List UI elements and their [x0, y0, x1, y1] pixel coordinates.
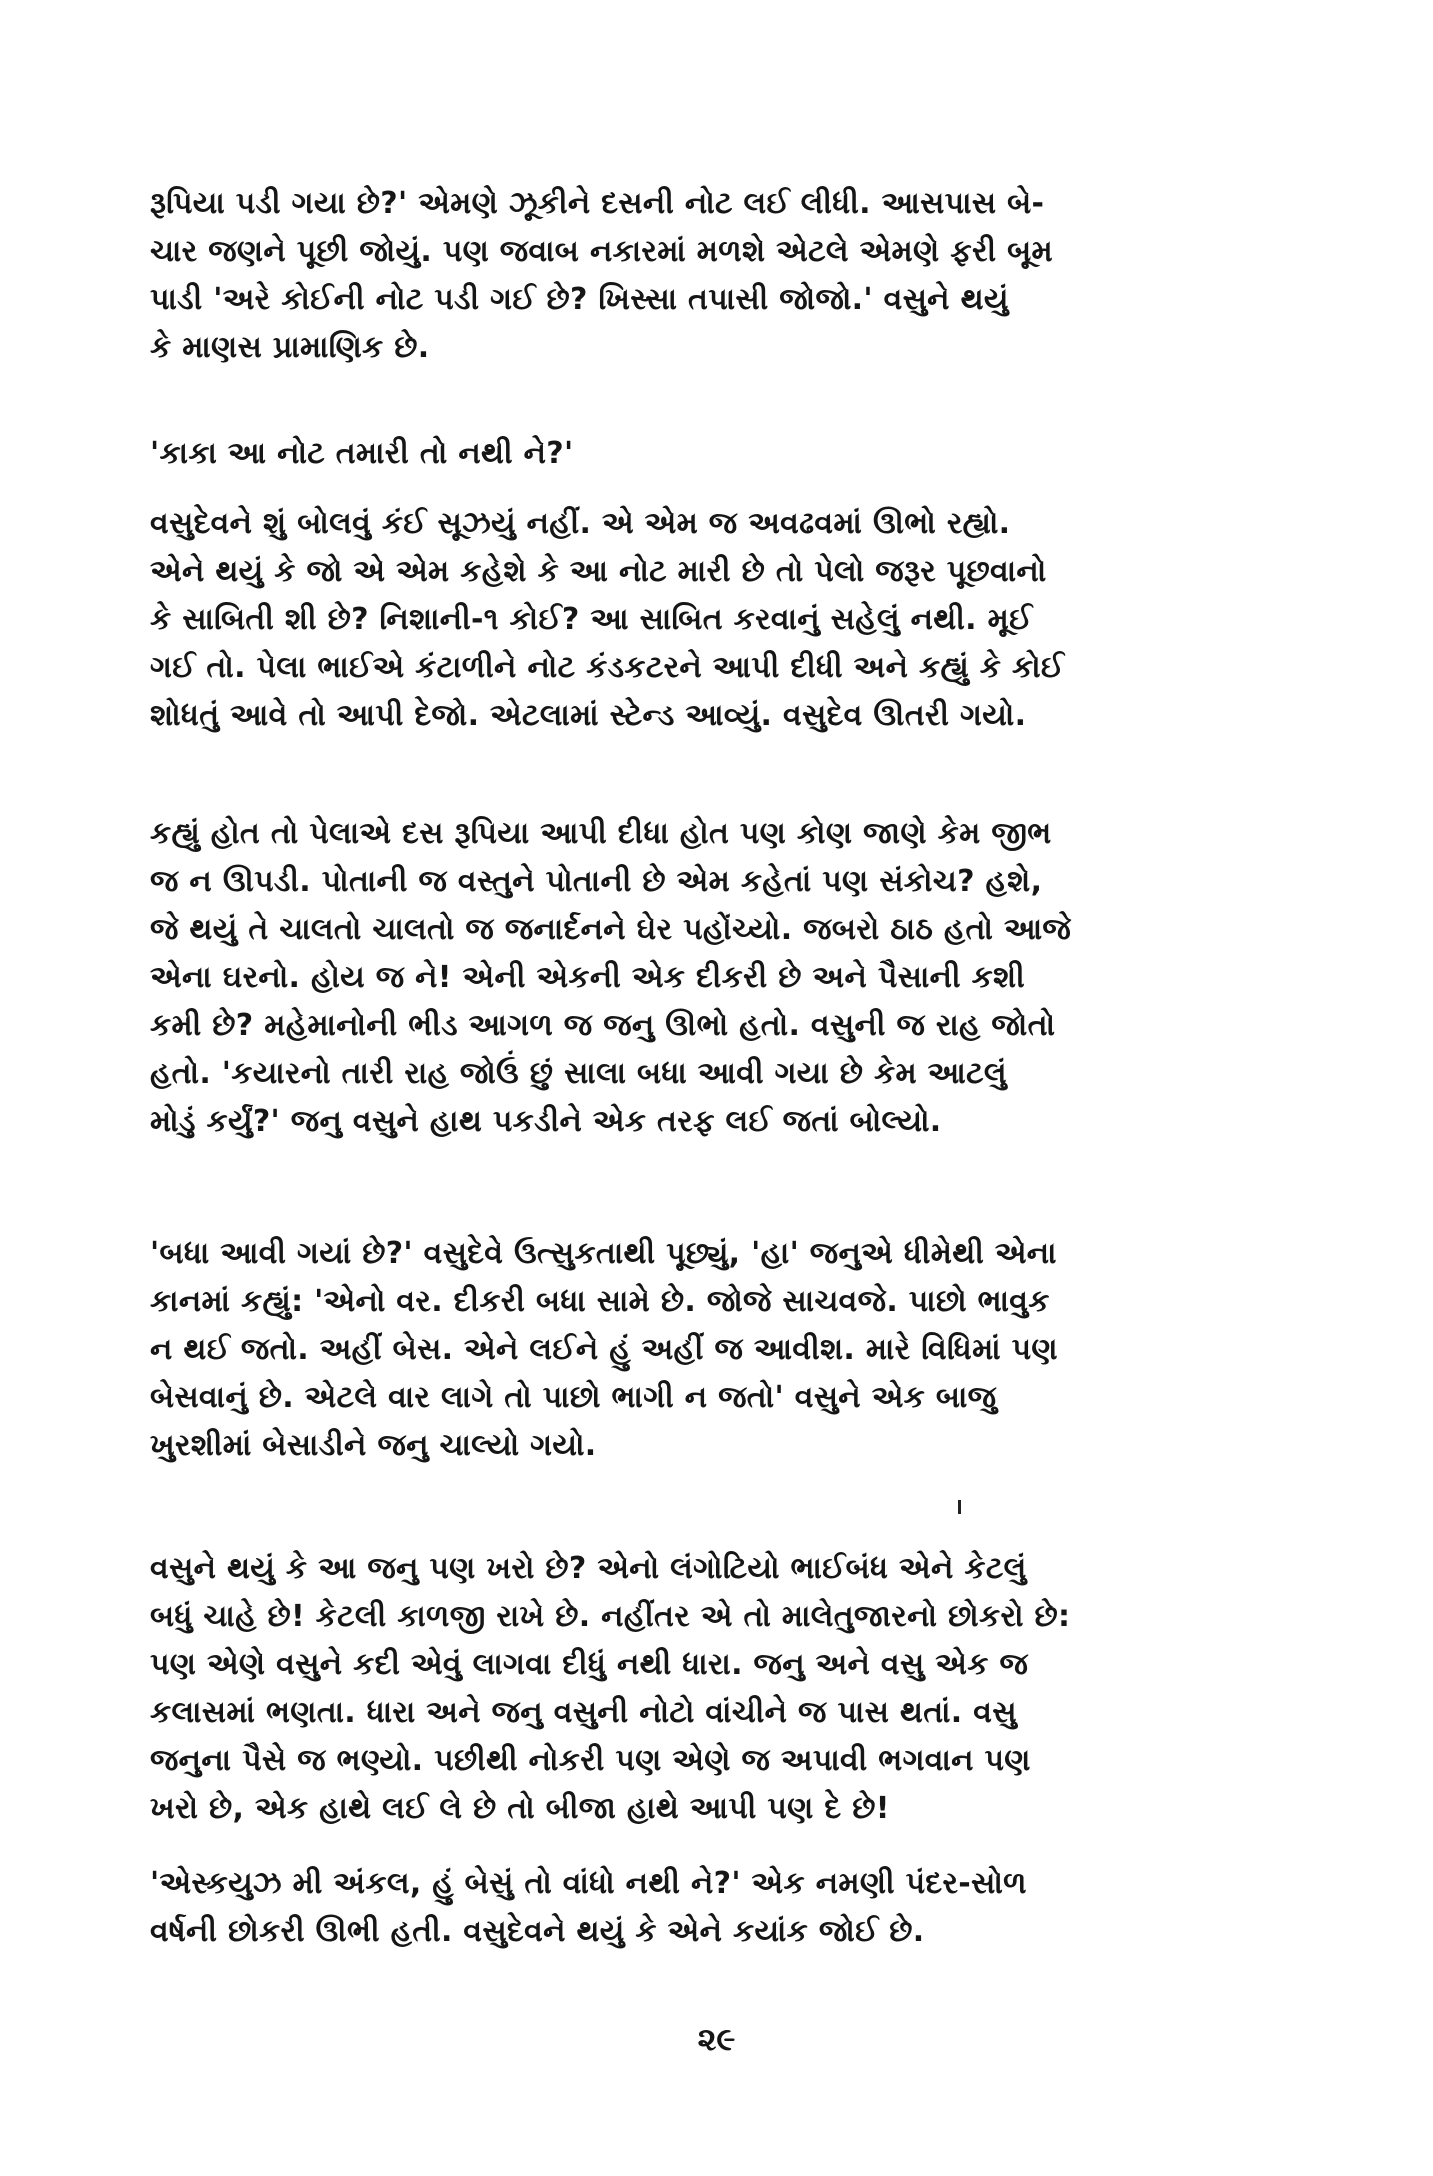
- text-line: કલાસમાં ભણતા. ધારા અને જનુ વસુની નોટો વાંચીને જ પાસ થતાં. વસુ: [150, 1695, 1017, 1730]
- text-line: એના ઘરનો. હોય જ ને! એની એકની એક દીકરી છે અને પૈસાની કશી: [150, 960, 1026, 995]
- text-line: વર્ષની છોકરી ઊભી હતી. વસુદેવને થયું કે એને કયાંક જોઈ છે.: [150, 1914, 925, 1949]
- text-line: મોડું કર્યું?' જનુ વસુને હાથ પકડીને એક તરફ લઈ જતાં બોલ્યો.: [150, 1104, 942, 1139]
- text-line: 'બધા આવી ગયાં છે?' વસુદેવે ઉત્સુકતાથી પૂછ્યું, 'હા' જનુએ ધીમેથી એના: [150, 1236, 1057, 1271]
- paragraph-5: [150, 1230, 1058, 1470]
- paragraph-7: [150, 1860, 1027, 1956]
- text-line: વસુદેવને શું બોલવું કંઈ સૂઝયું નહીં. એ એમ જ અવઢવમાં ઊભો રહ્યો.: [150, 506, 1011, 541]
- text-line: બધું ચાહે છે! કેટલી કાળજી રાખે છે. નહીંતર એ તો માલેતુજારનો છોકરો છે:: [150, 1599, 1071, 1634]
- paragraph-6: [150, 1545, 1070, 1833]
- text-line: કાનમાં કહ્યું: 'એનો વર. દીકરી બધા સામે છે. જોજે સાચવજે. પાછો ભાવુક: [150, 1284, 1050, 1319]
- paragraph-2: [150, 430, 573, 478]
- text-line: વસુને થયું કે આ જનુ પણ ખરો છે? એનો લંગોટિયો ભાઈબંધ એને કેટલું: [150, 1551, 1027, 1586]
- text-line: કે માણસ પ્રામાણિક છે.: [150, 330, 430, 365]
- text-line: કે સાબિતી શી છે? નિશાની-૧ કોઈ? આ સાબિત કરવાનું સહેલું નથી. મૂઈ: [150, 602, 1033, 637]
- text-line: 'એસ્કયુઝ મી અંકલ, હું બેસું તો વાંધો નથી ને?' એક નમણી પંદર-સોળ: [150, 1866, 1027, 1901]
- text-line: 'કાકા આ નોટ તમારી તો નથી ને?': [150, 436, 574, 471]
- paragraph-1: [150, 180, 1053, 372]
- text-line: જ ન ઊપડી. પોતાની જ વસ્તુને પોતાની છે એમ કહેતાં પણ સંકોચ? હશે,: [150, 864, 1043, 899]
- text-line: જનુના પૈસે જ ભણ્યો. પછીથી નોકરી પણ એણે જ અપાવી ભગવાન પણ: [150, 1743, 1031, 1778]
- text-line: હતો. 'કયારનો તારી રાહ જોઉં છું સાલા બધા આવી ગયા છે કેમ આટલું: [150, 1056, 1007, 1091]
- text-line: બેસવાનું છે. એટલે વાર લાગે તો પાછો ભાગી ન જતો' વસુને એક બાજુ: [150, 1380, 997, 1415]
- text-line: શોધતું આવે તો આપી દેજો. એટલામાં સ્ટેન્ડ આવ્યું. વસુદેવ ઊતરી ગયો.: [150, 698, 1027, 733]
- text-line: પણ એણે વસુને કદી એવું લાગવા દીધું નથી ધારા. જનુ અને વસુ એક જ: [150, 1647, 1029, 1682]
- text-line: કહ્યું હોત તો પેલાએ દસ રૂપિયા આપી દીધા હોત પણ કોણ જાણે કેમ જીભ: [150, 816, 1052, 851]
- print-speck: [958, 1500, 961, 1514]
- text-line: રૂપિયા પડી ગયા છે?' એમણે ઝૂકીને દસની નોટ લઈ લીધી. આસપાસ બે-: [150, 186, 1045, 221]
- paragraph-4: [150, 810, 1071, 1146]
- text-line: કમી છે? મહેમાનોની ભીડ આગળ જ જનુ ઊભો હતો. વસુની જ રાહ જોતો: [150, 1008, 1056, 1043]
- page-number: ૨૯: [697, 2020, 736, 2058]
- text-line: જે થયું તે ચાલતો ચાલતો જ જનાર્દનને ઘેર પહોંચ્યો. જબરો ઠાઠ હતો આજે: [150, 912, 1072, 947]
- text-line: પાડી 'અરે કોઈની નોટ પડી ગઈ છે? ખિસ્સા તપાસી જોજો.' વસુને થયું: [150, 282, 1009, 317]
- text-line: ચાર જણને પૂછી જોયું. પણ જવાબ નકારમાં મળશે એટલે એમણે ફરી બૂમ: [150, 234, 1053, 269]
- paragraph-3: [150, 500, 1064, 740]
- text-line: ખરો છે, એક હાથે લઈ લે છે તો બીજા હાથે આપી પણ દે છે!: [150, 1791, 890, 1826]
- text-line: એને થયું કે જો એ એમ કહેશે કે આ નોટ મારી છે તો પેલો જરૂર પૂછવાનો: [150, 554, 1047, 589]
- text-line: ન થઈ જતો. અહીં બેસ. એને લઈને હું અહીં જ આવીશ. મારે વિધિમાં પણ: [150, 1332, 1058, 1367]
- text-line: ગઈ તો. પેલા ભાઈએ કંટાળીને નોટ કંડકટરને આપી દીધી અને કહ્યું કે કોઈ: [150, 650, 1065, 685]
- text-line: ખુરશીમાં બેસાડીને જનુ ચાલ્યો ગયો.: [150, 1428, 597, 1463]
